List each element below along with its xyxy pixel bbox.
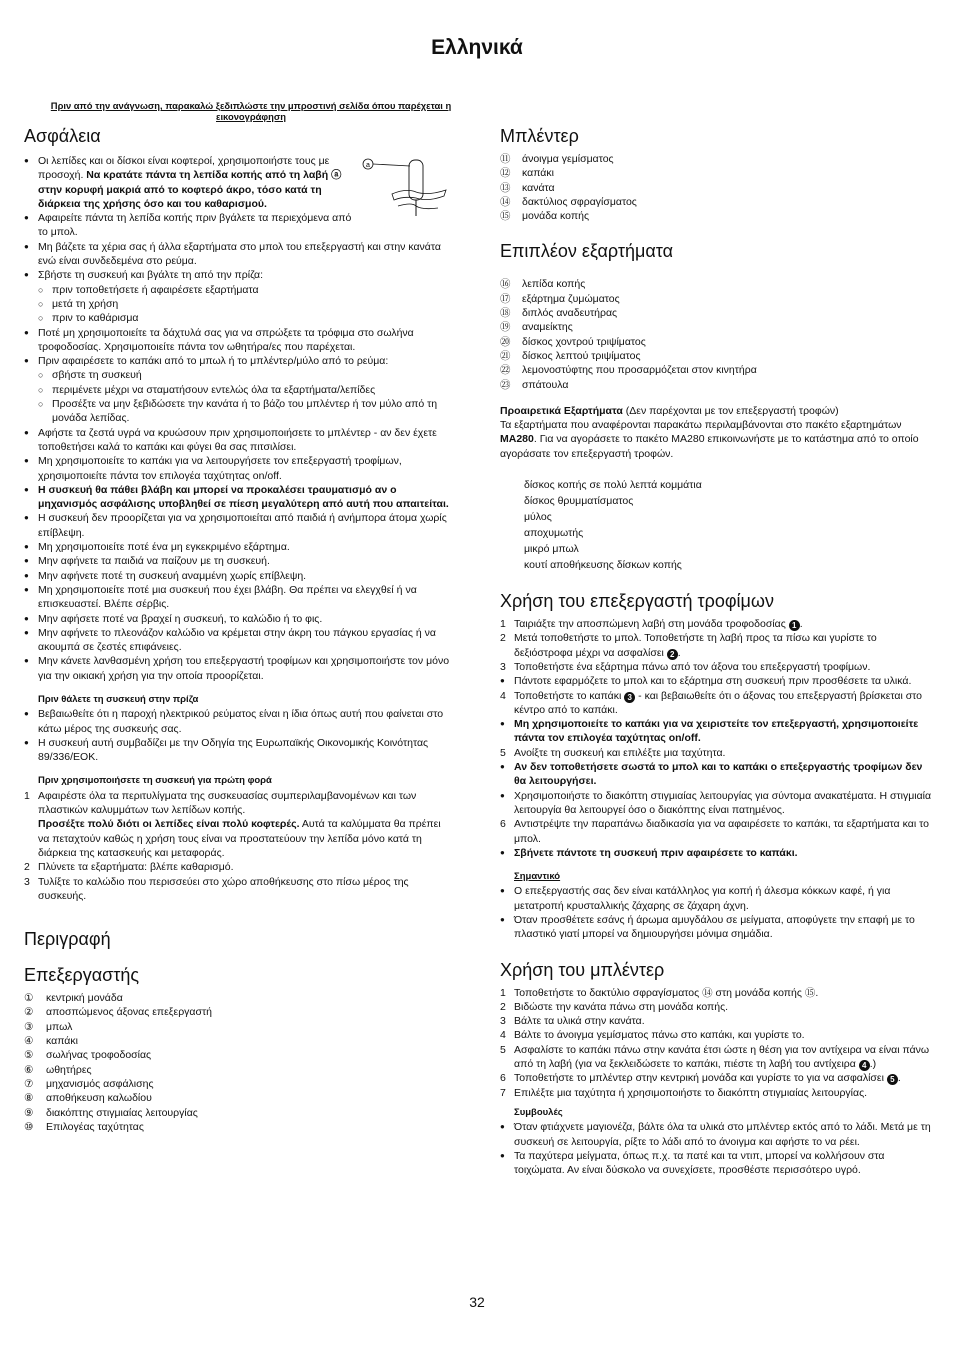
- part-item: [500, 378, 932, 392]
- part-number: ㉓: [500, 378, 511, 391]
- part-label: διακόπτης στιγμιαίας λειτουργίας: [46, 1106, 198, 1119]
- sub-item: ○ πριν τοποθετήσετε ή αφαιρέσετε εξαρτήματα: [38, 283, 452, 297]
- part-label: μπωλ: [46, 1020, 73, 1033]
- tips-heading: Συμβουλές: [514, 1106, 563, 1118]
- part-number: ⑮: [500, 210, 511, 223]
- part-number: ②: [24, 1006, 34, 1019]
- list-item: ● Αφήστε τα ζεστά υγρά να κρυώσουν πριν χρησιμοποιήσετε το μπλέντερ - αν δεν έχετε τοποθετήσει καλά το καπάκι και φύγει θα σας πιτσιλίσει.: [24, 426, 452, 455]
- part-label: άνοιγμα γεμίσματος: [522, 153, 614, 165]
- list-item: 7 Επιλέξτε μια ταχύτητα ή χρησιμοποιήστε το διακόπτη στιγμιαίας λειτουργίας.: [500, 1086, 868, 1099]
- list-item: μύλος: [524, 511, 552, 524]
- list-item: ● Μην αφήνετε το πλεονάζον καλώδιο να κρέμεται στην άκρη του πάγκου εργασίας ή να ακουμπά σε ζεστές επιφάνειες.: [24, 626, 452, 655]
- blender-parts-list: [500, 152, 932, 223]
- part-number: ⑭: [500, 195, 511, 208]
- part-item: [24, 1005, 452, 1019]
- part-item: [24, 1106, 452, 1120]
- circle-marker-icon: 5: [887, 1074, 898, 1085]
- part-label: αποθήκευση καλωδίου: [46, 1092, 152, 1105]
- part-label: μονάδα κοπής: [522, 210, 589, 223]
- list-item: ● Η συσκευή αυτή συμβαδίζει με την Οδηγία της Ευρωπαϊκής Οικονομικής Κοινότητας 89/336/EOK.: [24, 736, 452, 765]
- part-item: [500, 306, 932, 320]
- part-item: [500, 349, 932, 363]
- list-item: ● Μη χρησιμοποιείτε το καπάκι για να λειτουργήσετε τον επεξεργαστή τροφίμων, χρησιμοποιείτε πάντα τον επιλογέα ταχύτητας on/off.: [24, 454, 452, 483]
- part-number: ⑬: [500, 181, 511, 194]
- safety-text: Σβήστε τη συσκευή και βγάλτε τη από την πρίζα:: [38, 269, 264, 282]
- part-label: δίσκος λεπτού τριψίματος: [522, 349, 641, 362]
- part-item: [24, 1120, 452, 1134]
- list-item: ● Μην αφήνετε ποτέ τη συσκευή αναμμένη χωρίς επίβλεψη.: [24, 569, 452, 583]
- part-label: ωθητήρες: [46, 1063, 92, 1076]
- part-label: κανάτα: [522, 181, 555, 194]
- list-item: ● Βεβαιωθείτε ότι η παροχή ηλεκτρικού ρεύματος είναι η ίδια όπως αυτή που φαίνεται στο κάτω μέρος της συσκευής σας.: [24, 707, 452, 736]
- part-number: ⑱: [500, 307, 511, 320]
- list-item: ● Πάντοτε εφαρμόζετε το μπολ και το εξάρτημα στη συσκευή πριν προσθέσετε τα υλικά.: [500, 674, 932, 688]
- part-item: [24, 1091, 452, 1105]
- important-heading: Σημαντικό: [514, 871, 561, 883]
- list-item: 4 Βάλτε το άνοιγμα γεμίσματος πάνω στο καπάκι, και γυρίστε το.: [500, 1029, 805, 1042]
- list-item: ● Χρησιμοποιήστε το διακόπτη στιγμιαίας λειτουργίας για σύντομα ανακατέματα. Η στιγμιαία λειτουργία θα λειτουργεί όσο ο διακόπτης είναι πατημένος.: [500, 789, 932, 818]
- part-number: ⑫: [500, 167, 511, 180]
- part-item: [500, 292, 932, 306]
- list-item: 1 Αφαιρέστε όλα τα περιτυλίγματα της συσκευασίας συμπεριλαμβανομένων και των πλαστικών καλυμμάτων των λεπίδων κοπής. Προσέξτε πολύ διότι οι λεπίδες είναι πολύ κοφτερές. Αυτά τα καλύμματα θα πρέπει να πεταχτούν καθώς η χρήση τους είναι να προστατεύουν την λεπίδα μόνο κατά τη διάρκεια της κατασκευής και μεταφοράς.: [24, 789, 441, 859]
- part-label: σπάτουλα: [522, 378, 569, 391]
- sub-item: ○ Προσέξτε να μην ξεβιδώσετε την κανάτα ή το βάζο του μπλέντερ ή τον μύλο από τη μονάδα λεπίδας.: [38, 397, 452, 426]
- part-label: αναμείκτης: [522, 321, 573, 334]
- blender-heading: Μπλέντερ: [500, 126, 579, 146]
- sub-list: [38, 368, 452, 425]
- list-item: ● Μη βάζετε τα χέρια σας ή άλλα εξαρτήματα στο μπολ του επεξεργαστή και στην κανάτα ενώ είναι συνδεδεμένα στο ρεύμα.: [24, 240, 452, 269]
- list-item: κουτί αποθήκευσης δίσκων κοπής: [524, 559, 682, 572]
- list-item: 3 Τοποθετήστε ένα εξάρτημα πάνω από τον άξονα του επεξεργαστή τροφίμων.: [500, 660, 871, 673]
- accessories-heading: Επιπλέον εξαρτήματα: [500, 241, 674, 262]
- list-item: ● Τα παχύτερα μείγματα, όπως π.χ. τα πατέ και τα ντιπ, μπορεί να κολλήσουν στα τοιχώματα. Αν είναι δύσκολο να συνεχίσετε, προσθέστε περισσότερο υγρό.: [500, 1149, 932, 1178]
- plug-list: [24, 707, 452, 764]
- sub-item: ○ σβήστε τη συσκευή: [38, 368, 452, 382]
- list-item: 1 Ταιριάξτε την αποσπώμενη λαβή στη μονάδα τροφοδοσίας 1 .: [500, 618, 803, 631]
- part-number: ⑧: [24, 1092, 34, 1105]
- list-item: ● Ποτέ μη χρησιμοποιείτε τα δάχτυλά σας για να σπρώξετε τα τρόφιμα στο σωλήνα τροφοδοσίας. Χρησιμοποιείτε πάντα τον ωθητήρα/ες που παρέχεται.: [24, 326, 452, 355]
- use-blender-steps: [500, 986, 932, 1100]
- page-number: 32: [469, 1294, 485, 1310]
- use-processor-notes: [500, 846, 932, 860]
- list-item: ● Η συσκευή θα πάθει βλάβη και μπορεί να προκαλέσει τραυματισμό αν ο μηχανισμός ασφάλισης υποβληθεί σε πίεση μεγαλύτερη από αυτή που απαιτείται.: [24, 483, 452, 512]
- use-processor-notes: [500, 717, 932, 746]
- list-item: ● Μη χρησιμοποιείτε ποτέ μια συσκευή που έχει βλάβη. Θα πρέπει να ελεγχθεί ή να επισκευαστεί. Βλέπε σέρβις.: [24, 583, 452, 612]
- part-label: μηχανισμός ασφάλισης: [46, 1077, 154, 1090]
- list-item: ● Αν δεν τοποθετήσετε σωστά το μπολ και το καπάκι ο επεξεργαστής τροφίμων δεν θα λειτουργήσει.: [500, 760, 932, 789]
- list-item: ● Σβήνετε πάντοτε τη συσκευή πριν αφαιρέσετε το καπάκι.: [500, 846, 932, 860]
- description-heading: Περιγραφή: [24, 929, 111, 950]
- plug-heading: Πριν θάλετε τη συσκευή στην πρίζα: [38, 693, 199, 705]
- part-item: [500, 335, 932, 349]
- use-processor-steps: [500, 689, 932, 718]
- part-label: λεμονοστύφτης που προσαρμόζεται στον κινητήρα: [522, 364, 757, 377]
- part-number: ⑤: [24, 1049, 34, 1062]
- part-label: καπάκι: [46, 1035, 78, 1048]
- list-item: ● Μην κάνετε λανθασμένη χρήση του επεξεργαστή τροφίμων και χρησιμοποιήστε τον μόνο για την οικιακή χρήση για την οποία προορίζεται.: [24, 654, 452, 683]
- safety-list: [24, 154, 452, 683]
- use-processor-heading: Χρήση του επεξεργαστή τροφίμων: [500, 591, 774, 612]
- part-label: εξάρτημα ζυμώματος: [522, 292, 620, 305]
- list-item: 2 Βιδώστε την κανάτα πάνω στη μονάδα κοπής.: [500, 1000, 729, 1013]
- list-item: δίσκος κοπής σε πολύ λεπτά κομμάτια: [524, 479, 702, 492]
- part-item: [500, 166, 932, 180]
- part-item: [24, 1077, 452, 1091]
- page-title: Ελληνικά: [431, 36, 523, 59]
- circle-marker-icon: 2: [667, 649, 678, 660]
- right-column: [500, 124, 932, 1177]
- part-number: ⑲: [500, 321, 511, 334]
- part-number: ③: [24, 1020, 34, 1033]
- processor-parts-list: [24, 991, 452, 1134]
- illustration-label: ● a: [366, 162, 370, 169]
- part-number: ⑪: [500, 153, 511, 165]
- use-blender-heading: Χρήση του μπλέντερ: [500, 959, 665, 980]
- optional-accessories: Προαιρετικά Εξαρτήματα (Δεν παρέχονται με τον επεξεργαστή τροφών) Τα εξαρτήματα που αναφέρονται παρακάτω περιλαμβάνονται στο πακέτο εξαρτημάτων MA280. Για να αγοράσετε το πακέτο MA280 επικοινωνήστε με το κατάστημα από το οποίο αγοράσατε τον επεξεργαστή τροφών.: [500, 404, 919, 460]
- list-item: ● Όταν φτιάχνετε μαγιονέζα, βάλτε όλα τα υλικά στο μπλέντερ εκτός από το λάδι. Μετά με τη συσκευή σε λειτουργία, ρίξτε το λάδι από το άνοιγμα και αφήστε το να ρέει.: [500, 1120, 932, 1149]
- part-number: ⑨: [24, 1106, 34, 1119]
- processor-heading: Επεξεργαστής: [24, 965, 140, 986]
- part-number: ⑳: [500, 335, 511, 348]
- sub-list: [38, 283, 452, 326]
- list-item: ● Μη χρησιμοποιείτε ποτέ ένα μη εγκεκριμένο εξάρτημα.: [24, 540, 452, 554]
- list-item: δίσκος θρυμματίσματος: [524, 495, 634, 508]
- part-item: [24, 1034, 452, 1048]
- part-item: [24, 1020, 452, 1034]
- part-label: δακτύλιος σφραγίσματος: [522, 195, 637, 208]
- important-list: [500, 884, 932, 941]
- part-label: σωλήνας τροφοδοσίας: [46, 1049, 152, 1062]
- left-column: [24, 124, 452, 1134]
- part-label: δίσκος χοντρού τριψίματος: [522, 335, 646, 348]
- safety-text: Οι λεπίδες και οι δίσκοι είναι κοφτεροί, χρησιμοποιήστε τους με προσοχή.: [38, 155, 330, 182]
- part-label: διπλός αναδευτήρας: [522, 307, 618, 320]
- list-item: 6 Τοποθετήστε το μπλέντερ στην κεντρική μονάδα και γυρίστε το για να ασφαλίσει 5 .: [500, 1072, 901, 1085]
- part-number: ⑰: [500, 292, 511, 305]
- circle-marker-icon: 1: [789, 620, 800, 631]
- part-number: ㉒: [500, 364, 511, 377]
- part-item: [500, 181, 932, 195]
- part-number: ⑩: [24, 1120, 34, 1133]
- list-item: 6 Αντιστρέψτε την παραπάνω διαδικασία για να αφαιρέσετε το καπάκι, τα εξαρτήματα και το μπολ.: [500, 818, 929, 845]
- part-label: Επιλογέας ταχύτητας: [46, 1120, 144, 1133]
- list-item: ● Μην αφήσετε ποτέ να βραχεί η συσκευή, το καλώδιο ή το φις.: [24, 612, 452, 626]
- sub-item: ○ περιμένετε μέχρι να σταματήσουν εντελώς όλα τα εξαρτήματα/λεπίδες: [38, 383, 452, 397]
- safety-text: Πριν αφαιρέσετε το καπάκι από το μπωλ ή το μπλέντερ/μύλο από το ρεύμα:: [38, 355, 389, 368]
- list-item: 5 Ανοίξτε τη συσκευή και επιλέξτε μια ταχύτητα.: [500, 746, 726, 759]
- list-item: [24, 268, 452, 325]
- part-item: [500, 152, 932, 166]
- list-item: ● Ο επεξεργαστής σας δεν είναι κατάλληλος για κοπή ή άλεσμα κόκκων καφέ, ή για μετατροπή κρυσταλλικής ζάχαρης σε ζάχαρη άχνη.: [500, 884, 932, 913]
- part-number: ⑦: [24, 1077, 34, 1090]
- use-processor-notes: [500, 674, 932, 688]
- circle-marker-icon: 4: [859, 1060, 870, 1071]
- tips-list: [500, 1120, 932, 1177]
- safety-text-bold: Να κρατάτε πάντα τη λεπίδα κοπής από τη λαβή ⓐ στην κορυφή μακριά από το κοφτερό άκρο, τόσο κατά τη διάρκεια της χρήσης όσο και του καθαρισμού.: [38, 169, 342, 210]
- accessories-parts-list: [500, 277, 932, 391]
- list-item: 2 Πλύνετε τα εξαρτήματα: βλέπε καθαρισμό.: [24, 861, 234, 874]
- first-use-steps: [24, 789, 452, 903]
- sub-item: ○ πριν το καθάρισμα: [38, 311, 452, 325]
- list-item: 4 Τοποθετήστε το καπάκι 3 - και βεβαιωθείτε ότι ο άξονας του επεξεργαστή βρίσκεται στο κέντρο από το καπάκι.: [500, 689, 923, 716]
- list-item: 3 Βάλτε τα υλικά στην κανάτα.: [500, 1015, 645, 1028]
- list-item: 3 Τυλίξτε το καλώδιο που περισσεύει στο χώρο αποθήκευσης στο πίσω μέρος της συσκευής.: [24, 875, 409, 902]
- list-item: 2 Μετά τοποθετήστε το μπολ. Τοποθετήστε τη λαβή προς τα πίσω και γυρίστε το δεξιόστροφα μέχρι να ασφαλίσει 2 .: [500, 632, 877, 659]
- list-item: 5 Ασφαλίστε το καπάκι πάνω στην κανάτα έτσι ώστε η θέση για τον αντίχειρα να είναι πάνω από τη λαβή (για να ξεκλειδώσετε το καπάκι, πιέστε τη λαβή του αντίχειρα 4 .): [500, 1043, 930, 1071]
- part-number: ㉑: [500, 349, 511, 362]
- part-number: ①: [24, 992, 34, 1005]
- list-item: [24, 354, 452, 425]
- part-item: [24, 1048, 452, 1062]
- part-item: [500, 277, 932, 291]
- use-processor-steps: [500, 617, 932, 674]
- list-item: ● Μην αφήνετε τα παιδιά να παίζουν με τη συσκευή.: [24, 554, 452, 568]
- list-item: [24, 154, 452, 211]
- list-item: ● Μη χρησιμοποιείτε το καπάκι για να χειριστείτε τον επεξεργαστή, χρησιμοποιείτε πάντα τον επιλογέα ταχύτητας on/off.: [500, 717, 932, 746]
- list-item: αποχυμωτής: [524, 527, 584, 540]
- part-label: αποσπώμενος άξονας επεξεργαστή: [46, 1006, 212, 1019]
- list-item: ● Αφαιρείτε πάντα τη λεπίδα κοπής πριν βγάλετε τα περιεχόμενα από το μπολ.: [24, 211, 452, 240]
- list-item: μικρό μπωλ: [524, 543, 579, 556]
- list-item: 1 Τοποθετήστε το δακτύλιο σφραγίσματος ⑭ στη μονάδα κοπής ⑮.: [500, 986, 819, 999]
- part-number: ⑯: [500, 278, 511, 291]
- part-label: λεπίδα κοπής: [522, 278, 586, 291]
- part-number: ④: [24, 1035, 34, 1048]
- use-processor-steps: [500, 746, 932, 760]
- use-processor-notes: [500, 760, 932, 817]
- part-label: καπάκι: [522, 167, 554, 180]
- part-item: [24, 991, 452, 1005]
- foldout-note: Πριν από την ανάγνωση, παρακαλώ ξεδιπλώστε την μπροστινή σελίδα όπου παρέχεται η εικονογράφηση: [50, 100, 452, 122]
- part-number: ⑥: [24, 1063, 34, 1076]
- sub-item: ○ μετά τη χρήση: [38, 297, 452, 311]
- circle-marker-icon: 3: [624, 692, 635, 703]
- first-use-heading: Πριν χρησιμοποιήσετε τη συσκευή για πρώτη φορά: [38, 775, 272, 787]
- part-item: [500, 320, 932, 334]
- part-item: [500, 195, 932, 209]
- safety-heading: Ασφάλεια: [24, 126, 101, 146]
- part-item: [500, 209, 932, 223]
- part-item: [24, 1063, 452, 1077]
- list-item: ● Όταν προσθέτετε εσάνς ή άρωμα αμυγδάλου σε μείγματα, αποφύγετε την επαφή με το πλαστικό γιατί μπορεί να δημιουργήσει μόνιμα σημάδια.: [500, 913, 932, 942]
- optional-list: [500, 477, 932, 573]
- part-item: [500, 363, 932, 377]
- part-label: κεντρική μονάδα: [46, 992, 123, 1005]
- list-item: ● Η συσκευή δεν προορίζεται για να χρησιμοποιείται από παιδιά ή ανήμπορα άτομα χωρίς επίβλεψη.: [24, 511, 452, 540]
- use-processor-steps: [500, 817, 932, 846]
